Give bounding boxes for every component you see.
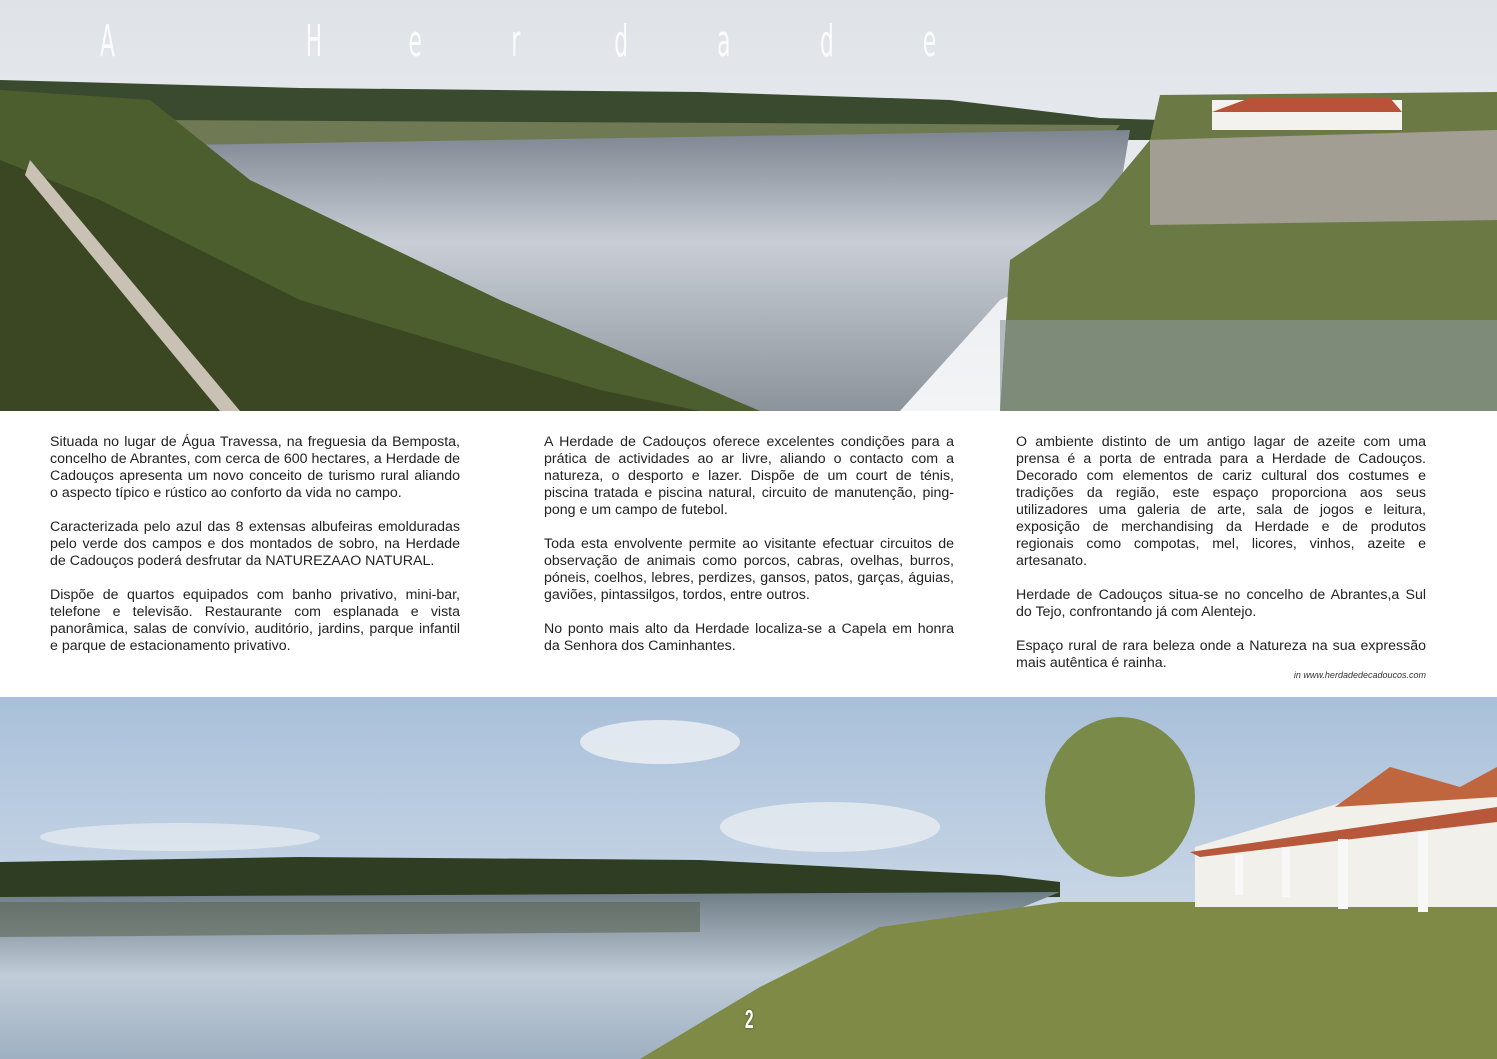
paragraph: Toda esta envolvente permite ao visitante efectuar circuitos de observação de animais como porcos, cabras, ovelhas, burros, póneis, coelhos, lebres, perdizes, gansos, patos, garças, águias, gaviões, pintassilgos, tordos, entre outros. [544,536,954,603]
page-number: 2 [744,1004,754,1034]
page-title [100,16,1026,67]
title-letter: e [408,16,422,67]
paragraph: No ponto mais alto da Herdade localiza-se a Capela em honra da Senhora dos Caminhantes. [544,621,954,654]
paragraph: Situada no lugar de Água Travessa, na freguesia da Bemposta, concelho de Abrantes, com cerca de 600 hectares, a Herdade de Cadouços apresenta um novo conceito de turismo rural aliando o aspecto típico e rústico ao conforto da vida no campo. [50,434,460,501]
paragraph: O ambiente distinto de um antigo lagar de azeite com uma prensa é a porta de entrada para a Herdade de Cadouços. Decorado com elementos de cariz cultural dos costumes e tradições da região, este espaço proporciona aos seus utilizadores uma galeria de arte, sala de jogos e leitura, exposição de merchandising da Herdade e de produtos regionais como compotas, mel, licores, vinhos, azeite e artesanato. [1016,434,1426,569]
text-column-2 [544,434,954,672]
source-credit: in www.herdadedecadoucos.com [1293,670,1426,680]
title-letter: r [511,16,521,67]
title-letter: A [100,16,115,67]
title-letter: d [819,16,834,67]
title-letter [203,16,306,67]
paragraph: Caracterizada pelo azul das 8 extensas albufeiras emolduradas pelo verde dos campos e dos montados de sobro, na Herdade de Cadouços poderá desfrutar da NATUREZAAO NATURAL. [50,519,460,569]
title-letter: a [717,16,731,67]
text-column-3 [1016,434,1426,689]
title-letter: e [922,16,937,67]
title-letter: d [614,16,629,67]
paragraph: Espaço rural de rara beleza onde a Natureza na sua expressão mais autêntica é rainha. [1016,638,1426,671]
paragraph: Herdade de Cadouços situa-se no concelho de Abrantes,a Sul do Tejo, confrontando já com Alentejo. [1016,587,1426,620]
paragraph: A Herdade de Cadouços oferece excelentes condições para a prática de actividades ao ar livre, aliando o contacto com a natureza, o desporto e lazer. Dispõe de um court de ténis, piscina tratada e piscina natural, circuito de manutenção, ping-pong e um campo de futebol. [544,434,954,518]
title-letter: H [305,16,323,67]
text-column-1 [50,434,460,672]
paragraph: Dispõe de quartos equipados com banho privativo, mini-bar, telefone e televisão. Restaurante com esplanada e vista panorâmica, salas de convívio, auditório, jardins, parque infantil e parque de estacionamento privativo. [50,587,460,654]
